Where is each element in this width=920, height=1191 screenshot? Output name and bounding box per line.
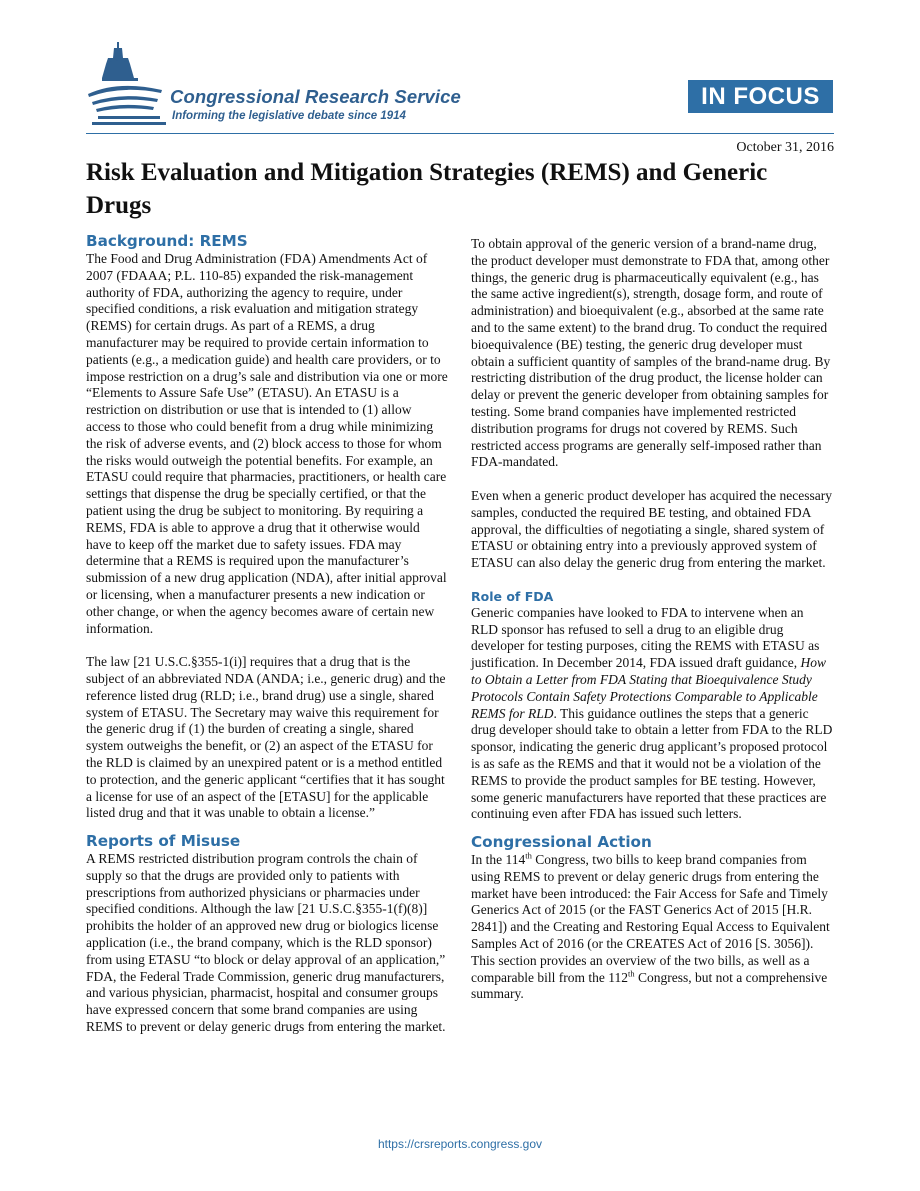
capitol-dome-icon [84,40,166,128]
heading-role-of-fda: Role of FDA [471,588,554,604]
paragraph-generic-approval: To obtain approval of the generic version of a brand-name drug, the product developer must demonstrate to FDA that, among other things, the generic drug is pharmaceutically equivalent (e.g., has the same active ingredient(s), strength, dosage form, and route of administration) and bioequivalent (e.g., absorbed at the same rate and to the same extent) to the brand drug. To conduct the required bioequivalence (BE) testing, the generic drug developer must obtain a sufficient quantity of samples of the brand-name drug. By restricting distribution of the drug product, the license holder can delay or prevent the generic developer from obtaining samples for testing. Some brand companies have implemented restricted distribution programs for drugs not covered by REMS. Such restricted access programs are generally self-imposed rather than FDA-mandated. [471,236,831,470]
paragraph-misuse: A REMS restricted distribution program controls the chain of supply so that the drugs are provided only to patients with prescriptions from authorized physicians or pharmacies under specified conditions. Although the law [21 U.S.C.§355-1(f)(8)] prohibits the holder of an approved new drug or biologics license application (i.e., the brand company, which is the RLD sponsor) from using ETASU “to block or delay approval of an application,” FDA, the Federal Trade Commission, generic drug manufacturers, and various physician, pharmacist, hospital and consumer groups have expressed concern that some brand companies are using REMS to prevent or delay generic drugs from entering the market. [86,851,446,1035]
paragraph-congressional-action [471,852,833,1003]
congress-text-a: In the 114 [471,852,526,868]
paragraph-law: The law [21 U.S.C.§355-1(i)] requires that a drug that is the subject of an abbreviated NDA (ANDA; i.e., generic drug) and the reference listed drug (RLD; i.e., brand drug) use a single, shared system of ETASU. The Secretary may waive this requirement for the generic drug if (1) the burden of creating a single, shared system outweighs the benefit, or (2) an aspect of the ETASU for the RLD is claimed by an unexpired patent or is a method entitled to protection, and the generic applicant “certifies that it has sought a license for use of an aspect of the [ETASU] for the applicable listed drug and that it was unable to obtain a license.” [86,654,446,821]
heading-congressional-action: Congressional Action [471,833,652,852]
heading-background-rems: Background: REMS [86,232,248,250]
role-text-a: Generic companies have looked to FDA to intervene when an RLD sponsor has refused to sell a drug to an eligible drug developer for testing purposes, citing the REMS with ETASU as justification. In December 2014, FDA issued draft guidance, [471,604,820,671]
org-tagline: Informing the legislative debate since 1914 [172,110,406,122]
footer-url[interactable]: https://crsreports.congress.gov [377,1137,543,1151]
publication-date: October 31, 2016 [736,140,834,155]
right-column [471,236,833,1003]
paragraph-role-of-fda [471,605,833,823]
guidance-title: How to Obtain a Letter from FDA Stating that Bioequivalence Study Protocols Contain Safety Protections Comparable to Applicable REMS for RLD [471,655,827,721]
paragraph-background: The Food and Drug Administration (FDA) Amendments Act of 2007 (FDAAA; P.L. 110-85) expanded the risk-management authority of FDA, authorizing the agency to require, under specified conditions, a risk evaluation and mitigation strategy (REMS) for certain drugs. As part of a REMS, a drug manufacturer may be required to provide certain information to patients (e.g., a medication guide) and health care providers, or to impose restriction on a drug’s sale and distribution via one or more “Elements to Assure Safe Use” (ETASU). An ETASU is a restriction on distribution or use that is intended to (1) allow access to those who could benefit from a drug while minimizing the risk of adverse events, and (2) block access to those for whom the risks would outweigh the potential benefits. For example, an ETASU could require that pharmacies, practitioners, or health care settings that dispense the drug be specially certified, or that the patient using the drug be subject to monitoring. By requiring a REMS, FDA is able to approve a drug that it otherwise would have to keep off the market due to safety issues. FDA may determine that a REMS is required upon the manufacturer’s submission of a new drug application (NDA), after initial approval or licensing, when a manufacturer presents a new indication or other change, or when the agency becomes aware of certain new information. [86,251,448,636]
congress-sup-1: th [525,850,532,861]
congress-text-c: Congress, but not a comprehensive summary. [471,969,828,1002]
header-rule [86,133,834,134]
congress-text-b: Congress, two bills to keep brand companies from using REMS to prevent or delay generic drugs from entering the market have been introduced: the Fair Access for Safe and Timely Generics Act of 2015 (or the FAST Generics Act of 2015 [H.R. 2841]) and the Creating and Restoring Equal Access to Equivalent Samples Act of 2016 (or the CREATES Act of 2016 [S. 3056]). This section provides an overview of the two bills, as well as a comparable bill from the 112 [471,852,830,985]
in-focus-badge: IN FOCUS [688,80,833,113]
left-column [86,232,448,1036]
role-text-b: . This guidance outlines the steps that a generic drug developer should take to obtain a letter from FDA to the RLD sponsor, indicating the generic drug applicant’s proposed protocol is as safe as the REMS and that it would not be a violation of the REMS to provide the product samples for BE testing. However, some generic manufacturers have reported that these practices are continuing even after FDA has issued such letters. [471,705,833,822]
paragraph-delay: Even when a generic product developer has acquired the necessary samples, conducted the required BE testing, and obtained FDA approval, the difficulties of negotiating a single, shared system of ETASU or obtaining entry into a previously approved system of ETASU can also delay the generic drug from entering the market. [471,487,832,571]
org-name: Congressional Research Service [170,86,461,107]
congress-sup-2: th [627,968,635,979]
heading-reports-of-misuse: Reports of Misuse [86,832,241,851]
page-title: Risk Evaluation and Mitigation Strategies (REMS) and Generic Drugs [86,159,768,219]
